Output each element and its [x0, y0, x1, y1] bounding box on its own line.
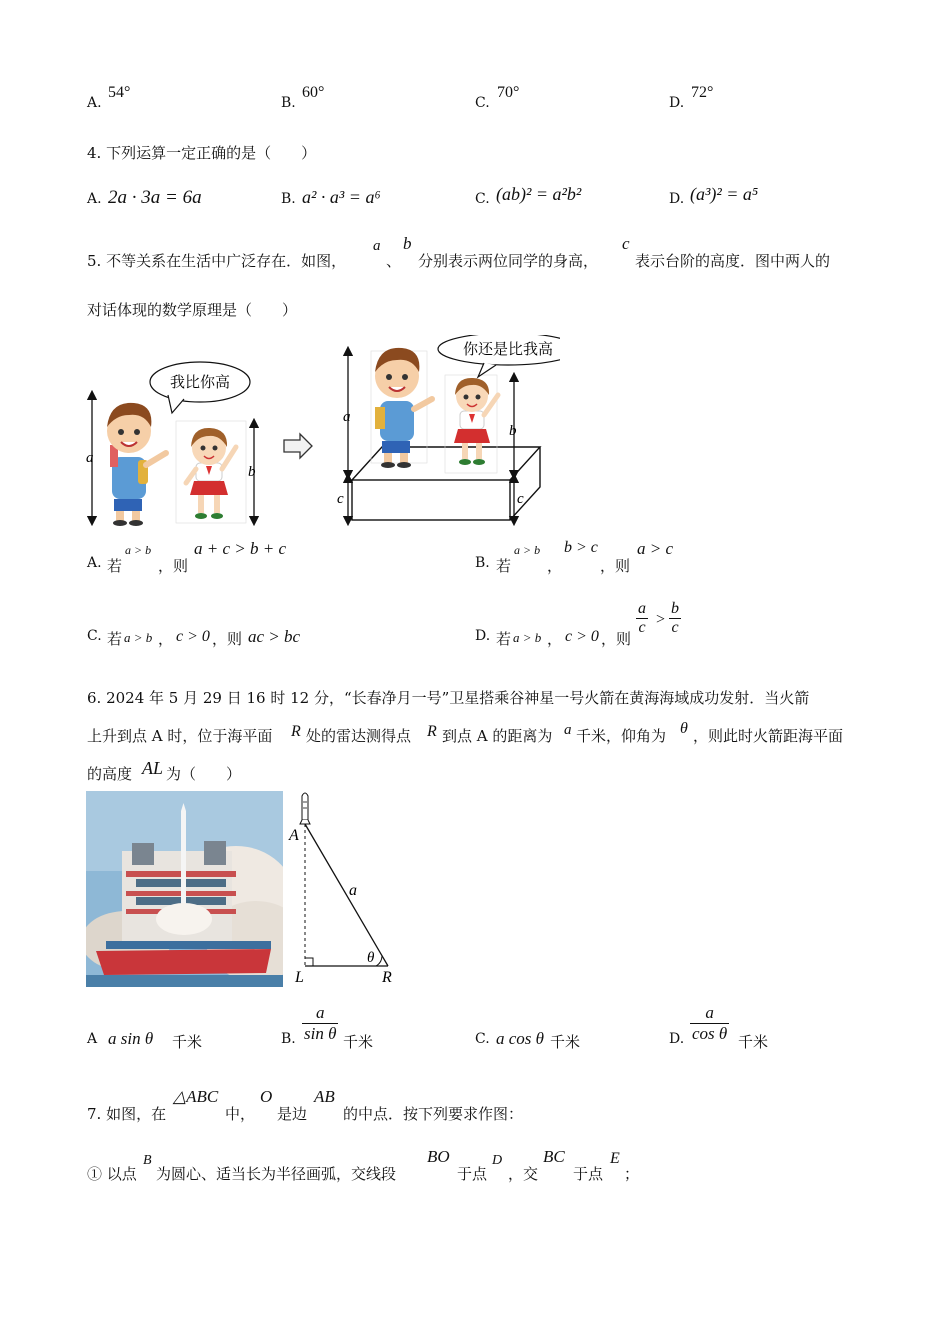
- q6-fig-label-r: R: [382, 969, 392, 986]
- q4-option-c-expr: (ab)² = a²b²: [496, 184, 582, 204]
- q5-stem-part4: 对话体现的数学原理是（ ）: [87, 301, 298, 319]
- q5-stem-part2: 分别表示两位同学的身高，: [418, 252, 599, 270]
- q7-var-o: O: [260, 1087, 273, 1106]
- q5-fig-right-a: a: [343, 409, 351, 425]
- q6-option-a-letter: A: [87, 1031, 98, 1047]
- q4-stem: 4. 下列运算一定正确的是（ ）: [87, 144, 317, 162]
- q5-fig-right-c-left: c: [337, 491, 344, 507]
- q7-step1-c: 于点: [457, 1165, 488, 1183]
- q6-option-b-fraction: [302, 1003, 338, 1044]
- q7-var-d: D: [492, 1153, 503, 1168]
- q6-option-c-unit: 千米: [550, 1033, 581, 1051]
- q5-stem-part1: 5. 不等关系在生活中广泛存在．如图，: [87, 252, 347, 270]
- q7-var-bc: BC: [543, 1147, 565, 1166]
- q7-step1-b: 为圆心、适当长为半径画弧，交线段: [156, 1165, 397, 1183]
- q6-option-a-expr: a sin θ: [108, 1029, 154, 1048]
- q7-stem-part3: 是边: [277, 1105, 308, 1123]
- q5-bubble-right: 你还是比我高: [462, 342, 554, 358]
- q5-option-c-mid2: ，则: [212, 630, 243, 648]
- q5-option-d-mid: ，: [547, 630, 563, 648]
- q6-line2-a: 上升到点 A 时，位于海平面: [87, 727, 273, 745]
- q5-option-d-pre: 若: [496, 630, 512, 648]
- q5-option-b-pre: 若: [496, 557, 512, 575]
- q5-option-c-pre: 若: [107, 630, 123, 648]
- q5-option-a-pre: 若: [107, 557, 123, 575]
- rocket-icon: [300, 793, 310, 824]
- q5-var-b: b: [403, 234, 412, 253]
- q5-option-c-cond: a > b: [124, 630, 153, 645]
- q7-stem-part4: 的中点．按下列要求作图：: [343, 1105, 524, 1123]
- q5-option-a-letter: A.: [87, 555, 102, 571]
- q5-option-d-letter: D.: [475, 628, 491, 644]
- q5-fig-left-a: a: [86, 450, 94, 466]
- q7-stem-part2: 中，: [225, 1105, 256, 1123]
- q4-option-a-letter: A.: [87, 191, 102, 207]
- q6-var-a: a: [564, 722, 572, 738]
- q5-bubble-left: 我比你高: [169, 375, 231, 391]
- q7-step1-e: 于点: [573, 1165, 604, 1183]
- girl-icon: [176, 421, 246, 523]
- q5-option-b-letter: B.: [475, 555, 490, 571]
- speech-bubble-right: [438, 335, 560, 377]
- q7-var-e: E: [610, 1150, 620, 1167]
- q5-option-d-fraction1: [636, 600, 648, 637]
- q6-line2-d: 千米，仰角为: [576, 727, 667, 745]
- q6-option-d-num: a: [690, 1003, 729, 1024]
- q6-fig-label-a-side: a: [349, 882, 357, 899]
- q5-left-scene: [86, 362, 256, 526]
- q5-option-d-fraction2: [669, 600, 681, 637]
- q7-step1-a: ① 以点: [87, 1165, 137, 1183]
- rocket-launch-photo: [86, 791, 283, 987]
- q5-option-d-num2: b: [671, 600, 679, 617]
- q6-option-a-unit: 千米: [172, 1033, 203, 1051]
- q4-option-c-letter: C.: [475, 191, 490, 207]
- q7-stem-part1: 7. 如图，在: [87, 1105, 167, 1123]
- boy-icon: [107, 403, 166, 526]
- q5-option-c-mid: ，: [158, 630, 174, 648]
- q5-option-c-cond2: c > 0: [176, 628, 210, 645]
- q5-var-c: c: [622, 234, 630, 253]
- q3-option-c-letter: C.: [475, 95, 490, 111]
- q5-option-d-den1: c: [638, 619, 646, 636]
- q3-option-d-letter: D.: [669, 95, 685, 111]
- speech-bubble-left: [150, 362, 250, 413]
- q6-line3-b: 为（ ）: [166, 765, 242, 783]
- q6-option-b-num: a: [302, 1003, 338, 1024]
- q6-line3-a: 的高度: [87, 765, 133, 783]
- q5-option-b-mid: ，: [547, 557, 563, 575]
- q5-figure: [80, 335, 560, 535]
- q6-option-d-unit: 千米: [738, 1033, 769, 1051]
- q5-option-a-concl: a + c > b + c: [194, 539, 287, 558]
- q6-option-c-expr: a cos θ: [496, 1029, 545, 1048]
- q6-var-r2: R: [427, 723, 437, 740]
- q5-fig-right-b: b: [509, 423, 517, 439]
- q7-triangle: △ABC: [173, 1087, 219, 1106]
- q5-option-a-mid: ，则: [158, 557, 189, 575]
- q4-option-b-letter: B.: [281, 191, 296, 207]
- q6-line1: 6. 2024 年 5 月 29 日 16 时 12 分，“长春净月一号”卫星搭乘谷神星一号火箭在黄海海域成功发射．当火箭: [87, 689, 810, 707]
- q5-fig-left-b: b: [248, 464, 256, 480]
- right-arrow-icon: [284, 434, 312, 458]
- q6-option-b-den: sin θ: [304, 1024, 337, 1043]
- q6-fig-label-theta: θ: [367, 950, 375, 966]
- q4-option-a-expr: 2a · 3a = 6a: [108, 187, 202, 208]
- q5-fig-right-c: c: [517, 491, 524, 507]
- q6-var-theta: θ: [680, 720, 688, 737]
- q6-option-b-unit: 千米: [343, 1033, 374, 1051]
- q7-step1-d: ，交: [508, 1165, 539, 1183]
- q5-option-d-mid2: ，则: [601, 630, 632, 648]
- q6-fig-label-l: L: [295, 969, 304, 986]
- q5-right-scene: [337, 335, 560, 521]
- q3-option-c-value: 70°: [497, 84, 520, 101]
- q5-option-c-concl: ac > bc: [248, 627, 301, 646]
- q6-line2-e: ，则此时火箭距海平面: [693, 727, 844, 745]
- q6-triangle-diagram: [283, 790, 403, 990]
- q5-option-b-cond2: b > c: [564, 539, 598, 556]
- q7-var-b: B: [143, 1153, 152, 1168]
- girl-icon: [445, 375, 498, 473]
- q5-var-a: a: [373, 238, 381, 254]
- q5-option-d-cond: a > b: [513, 630, 542, 645]
- q7-step1-f: ；: [624, 1165, 640, 1183]
- q3-option-a-letter: A.: [87, 95, 102, 111]
- q3-option-d-value: 72°: [691, 84, 714, 101]
- q6-option-c-letter: C.: [475, 1031, 490, 1047]
- q5-stem-part3: 表示台阶的高度．图中两人的: [635, 252, 831, 270]
- q5-option-b-cond: a > b: [514, 543, 541, 557]
- q5-option-d-cond2: c > 0: [565, 628, 599, 645]
- q5-option-c-letter: C.: [87, 628, 102, 644]
- q4-option-d-expr: (a³)² = a⁵: [690, 184, 759, 204]
- q4-option-b-expr: a² · a³ = a⁶: [302, 187, 381, 207]
- q6-option-b-letter: B.: [281, 1031, 296, 1047]
- q4-option-d-letter: D.: [669, 191, 685, 207]
- q3-option-b-letter: B.: [281, 95, 296, 111]
- q6-line2-c: 到点 A 的距离为: [442, 727, 553, 745]
- q3-option-b-value: 60°: [302, 84, 325, 101]
- q6-fig-label-a-point: A: [289, 827, 299, 844]
- q6-option-d-letter: D.: [669, 1031, 685, 1047]
- q6-option-d-den: cos θ: [692, 1024, 728, 1043]
- q5-option-d-num1: a: [638, 600, 646, 617]
- q7-var-ab: AB: [314, 1087, 335, 1106]
- q5-option-d-den2: c: [671, 619, 679, 636]
- q5-option-b-concl: a > c: [637, 539, 674, 558]
- q5-option-b-mid2: ，则: [600, 557, 631, 575]
- q6-var-al: AL: [142, 758, 164, 778]
- q5-option-a-cond: a > b: [125, 543, 152, 557]
- q3-option-a-value: 54°: [108, 84, 131, 101]
- step-box: [352, 447, 540, 520]
- q5-option-d-gt: >: [655, 611, 666, 628]
- q5-separator: 、: [386, 252, 402, 270]
- q6-var-r: R: [291, 723, 301, 740]
- q7-var-bo: BO: [427, 1147, 450, 1166]
- q6-option-d-fraction: [690, 1003, 729, 1044]
- q6-line2-b: 处的雷达测得点: [306, 727, 412, 745]
